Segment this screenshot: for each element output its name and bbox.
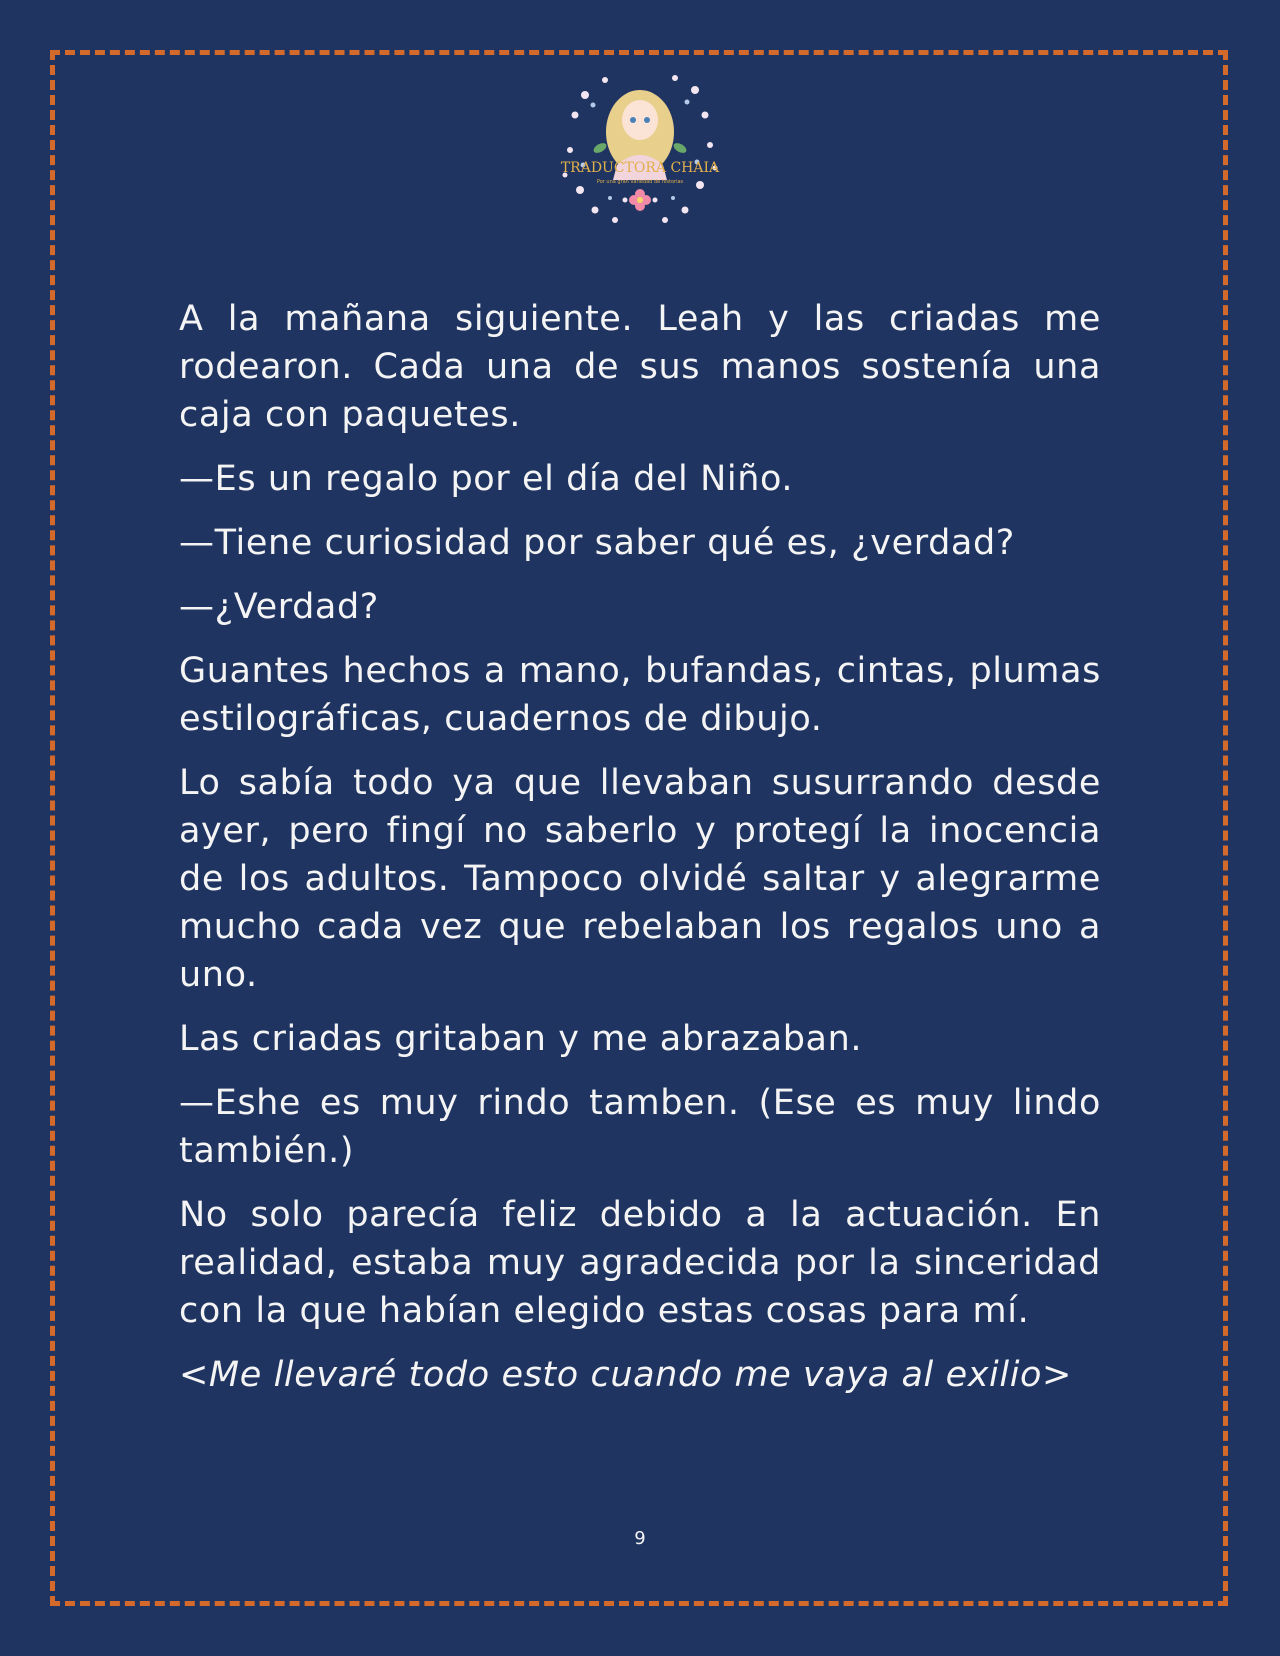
flower-wreath-icon — [555, 70, 725, 230]
logo-title: TRADUCTORA CHAIA — [560, 160, 720, 176]
chapter-text — [179, 295, 1101, 1415]
dialogue-line: —Eshe es muy rindo tamben. (Ese es muy lindo también.) — [179, 1083, 1101, 1171]
paragraph: Las criadas gritaban y me abrazaban. — [179, 1019, 863, 1059]
logo-subtitle: Por una gran variedad de historias — [596, 179, 684, 185]
paragraph: Lo sabía todo ya que llevaban susurrando desde ayer, pero fingí no saberlo y protegí la inocencia de los adultos. Tampoco olvidé saltar y alegrarme mucho cada vez que rebelaban los regalos uno a uno. — [179, 763, 1101, 995]
page-number: 9 — [634, 1528, 646, 1549]
thought-line: <Me llevaré todo esto cuando me vaya al exilio> — [179, 1355, 1072, 1395]
translator-logo — [555, 70, 725, 230]
dialogue-line: —Tiene curiosidad por saber qué es, ¿verdad? — [179, 523, 1015, 563]
paragraph: A la mañana siguiente. Leah y las criadas me rodearon. Cada una de sus manos sostenía una caja con paquetes. — [179, 299, 1101, 435]
dialogue-line: —¿Verdad? — [179, 587, 379, 627]
dialogue-line: —Es un regalo por el día del Niño. — [179, 459, 794, 499]
paragraph: Guantes hechos a mano, bufandas, cintas, plumas estilográficas, cuadernos de dibujo. — [179, 651, 1101, 739]
paragraph: No solo parecía feliz debido a la actuación. En realidad, estaba muy agradecida por la sinceridad con la que habían elegido estas cosas para mí. — [179, 1195, 1101, 1331]
